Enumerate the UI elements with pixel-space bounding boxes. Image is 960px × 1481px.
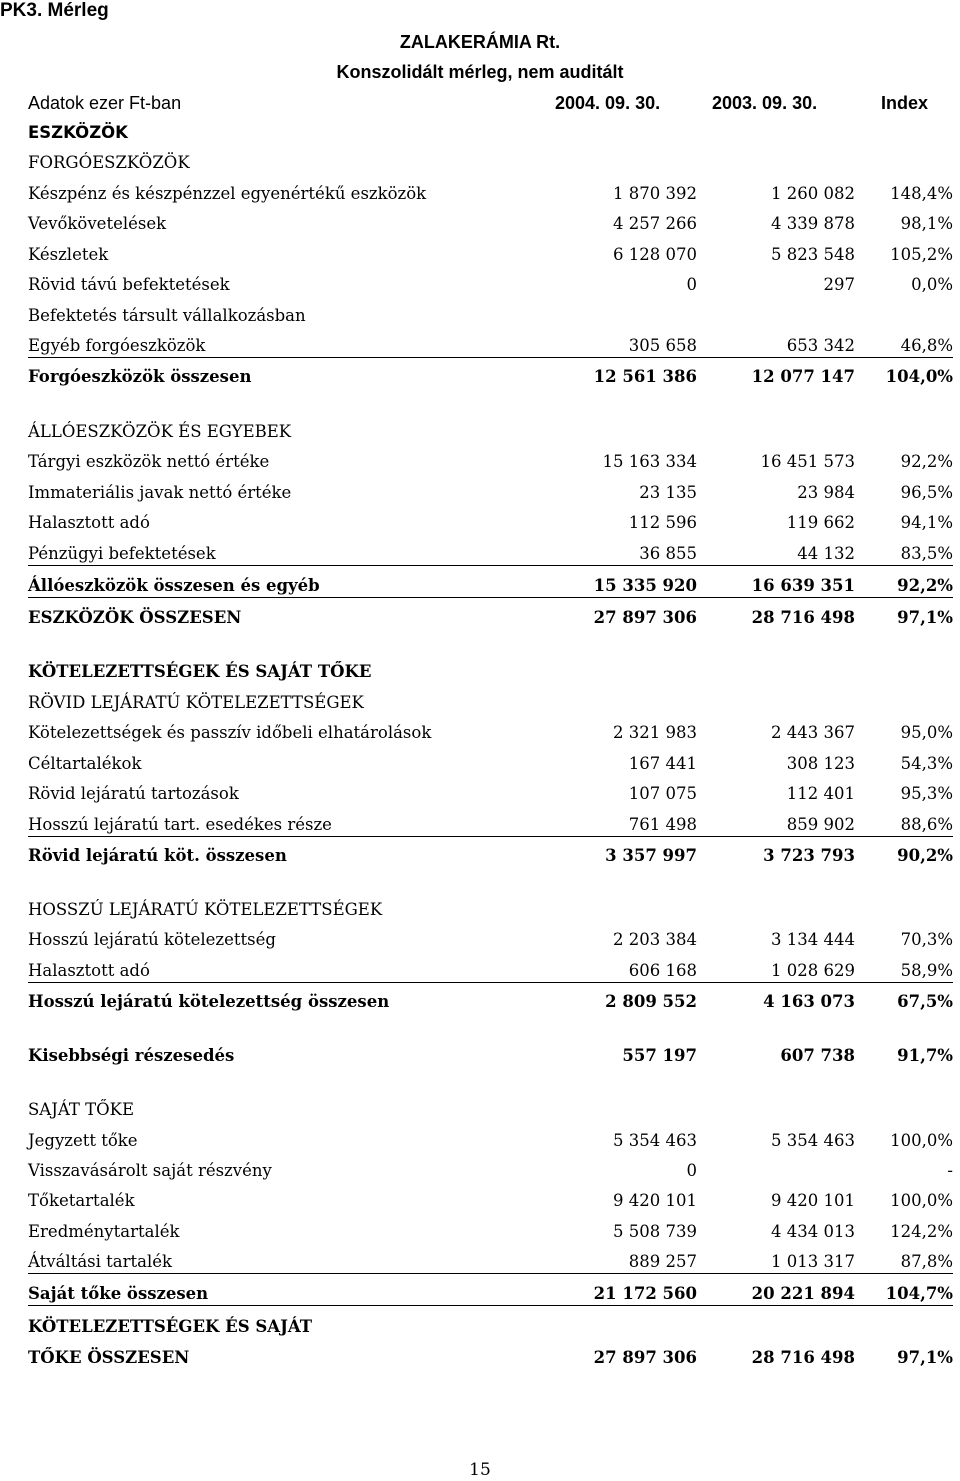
row-label: Immateriális javak nettó értéke [28,483,292,502]
row-label: Rövid lejáratú tartozások [28,784,239,803]
row-label: Saját tőke összesen [28,1284,209,1303]
row-label: KÖTELEZETTSÉGEK ÉS SAJÁT TŐKE [28,662,372,681]
company-name: ZALAKERÁMIA Rt. [399,32,561,52]
value-2004: 15 163 334 [602,452,697,471]
value-2004: 557 197 [622,1046,697,1065]
table-row [28,511,953,535]
row-label: Céltartalékok [28,754,142,773]
table-row [28,660,953,684]
value-index: 104,0% [885,367,953,386]
row-label: Kötelezettségek és passzív időbeli elhatárolások [28,723,432,742]
table-row [28,1282,953,1306]
value-2004: 5 354 463 [613,1131,697,1150]
row-label: ESZKÖZÖK ÖSSZESEN [28,608,242,627]
table-row [28,481,953,505]
table-row [28,990,953,1014]
value-2003: 4 339 878 [771,214,855,233]
value-2003: 1 028 629 [771,961,855,980]
value-2004: 12 561 386 [593,367,697,386]
table-row [28,1250,953,1274]
row-label: Vevőkövetelések [28,214,167,233]
table-row [28,752,953,776]
row-label: Rövid lejáratú köt. összesen [28,846,287,865]
value-index: 148,4% [890,184,953,203]
value-index: 67,5% [897,992,953,1011]
value-2003: 1 013 317 [771,1252,855,1271]
table-row [28,542,953,566]
value-2003: 1 260 082 [771,184,855,203]
value-2003: 297 [823,275,855,294]
value-2004: 27 897 306 [593,608,697,627]
table-row [28,928,953,952]
row-label: KÖTELEZETTSÉGEK ÉS SAJÁT [28,1317,313,1336]
table-row [28,151,953,175]
value-index: 100,0% [890,1191,953,1210]
value-2004: 107 075 [628,784,697,803]
value-2003: 119 662 [786,513,855,532]
row-label: Készletek [28,245,109,264]
value-2003: 20 221 894 [751,1284,855,1303]
value-2003: 16 451 573 [760,452,855,471]
column-header-2004: 2004. 09. 30. [555,93,661,113]
value-2003: 653 342 [786,336,855,355]
row-label: HOSSZÚ LEJÁRATÚ KÖTELEZETTSÉGEK [28,900,383,919]
row-label: ÁLLÓESZKÖZÖK ÉS EGYEBEK [28,422,292,441]
table-row [28,1129,953,1153]
row-label: Pénzügyi befektetések [28,544,216,563]
table-row [28,782,953,806]
row-label: Tárgyi eszközök nettó értéke [28,452,270,471]
value-2004: 23 135 [639,483,697,502]
table-row [28,243,953,267]
value-2004: 0 [686,275,697,294]
row-label: Befektetés társult vállalkozásban [28,306,306,325]
row-label: Egyéb forgóeszközök [28,336,206,355]
value-2003: 607 738 [780,1046,855,1065]
value-2004: 0 [686,1161,697,1180]
table-row [28,606,953,630]
value-index: 0,0% [911,275,953,294]
row-label: Visszavásárolt saját részvény [28,1161,272,1180]
table-row [28,959,953,983]
value-index: 105,2% [890,245,953,264]
value-index: 100,0% [890,1131,953,1150]
column-header-index: Index [881,93,929,113]
table-row [28,365,953,389]
value-index: 91,7% [897,1046,953,1065]
row-label: Halasztott adó [28,961,150,980]
table-row [28,1098,953,1122]
value-2004: 6 128 070 [613,245,697,264]
value-index: 97,1% [897,608,953,627]
value-2003: 5 823 548 [771,245,855,264]
value-2004: 1 870 392 [613,184,697,203]
unit-label: Adatok ezer Ft-ban [28,93,182,113]
value-2004: 2 321 983 [613,723,697,742]
value-index: 54,3% [900,754,953,773]
report-subtitle: Konszolidált mérleg, nem auditált [336,62,624,82]
column-header-2003: 2003. 09. 30. [712,93,818,113]
value-2004: 761 498 [628,815,697,834]
value-2004: 21 172 560 [593,1284,697,1303]
table-row [28,420,953,444]
value-index: 94,1% [900,513,953,532]
table-row [28,304,953,328]
page-number: 15 [469,1460,491,1480]
value-2004: 305 658 [628,336,697,355]
row-label: Átváltási tartalék [28,1252,173,1271]
value-2003: 28 716 498 [751,608,855,627]
table-row [28,721,953,745]
table-row [28,1159,953,1183]
value-index: 98,1% [900,214,953,233]
value-2004: 2 203 384 [613,930,697,949]
row-label: Állóeszközök összesen és egyéb [28,576,320,595]
value-2004: 15 335 920 [593,576,697,595]
value-2004: 36 855 [639,544,697,563]
table-row [28,182,953,206]
table-row [28,691,953,715]
table-row [28,898,953,922]
value-2004: 3 357 997 [605,846,697,865]
row-label: Készpénz és készpénzzel egyenértékű eszközök [28,184,427,203]
table-row [28,1315,953,1339]
value-index: 92,2% [897,576,953,595]
value-2003: 23 984 [797,483,855,502]
value-2004: 4 257 266 [613,214,697,233]
row-label: Hosszú lejáratú kötelezettség összesen [28,992,390,1011]
row-label: Kisebbségi részesedés [28,1046,235,1065]
value-index: 95,0% [900,723,953,742]
table-row [28,1189,953,1213]
row-label: FORGÓESZKÖZÖK [28,153,190,172]
value-2003: 2 443 367 [771,723,855,742]
row-label: Jegyzett tőke [28,1131,138,1150]
value-2003: 3 134 444 [771,930,855,949]
table-row [28,121,953,145]
value-2003: 9 420 101 [771,1191,855,1210]
value-2003: 4 163 073 [763,992,855,1011]
value-2003: 3 723 793 [763,846,855,865]
row-label: Forgóeszközök összesen [28,367,252,386]
value-2003: 5 354 463 [771,1131,855,1150]
row-label: SAJÁT TŐKE [28,1100,135,1119]
value-index: 96,5% [900,483,953,502]
row-label: TŐKE ÖSSZESEN [28,1348,190,1367]
value-index: - [947,1161,953,1180]
value-2004: 606 168 [628,961,697,980]
row-label: Hosszú lejáratú kötelezettség [28,930,276,949]
table-row [28,813,953,837]
row-label: RÖVID LEJÁRATÚ KÖTELEZETTSÉGEK [28,693,364,712]
value-index: 70,3% [900,930,953,949]
value-2004: 27 897 306 [593,1348,697,1367]
value-index: 83,5% [900,544,953,563]
value-2004: 9 420 101 [613,1191,697,1210]
value-2003: 28 716 498 [751,1348,855,1367]
page-heading: PK3. Mérleg [0,0,109,21]
value-index: 87,8% [900,1252,953,1271]
value-2004: 889 257 [628,1252,697,1271]
value-2004: 112 596 [628,513,697,532]
value-index: 124,2% [890,1222,953,1241]
table-row [28,212,953,236]
value-index: 88,6% [900,815,953,834]
table-row [28,1346,953,1370]
value-2003: 16 639 351 [751,576,855,595]
row-label: Halasztott adó [28,513,150,532]
value-index: 95,3% [900,784,953,803]
value-2003: 12 077 147 [751,367,855,386]
table-row [28,273,953,297]
table-row [28,450,953,474]
row-label: Eredménytartalék [28,1222,180,1241]
value-2004: 167 441 [628,754,697,773]
value-2004: 2 809 552 [605,992,697,1011]
value-2003: 44 132 [797,544,855,563]
row-label: ESZKÖZÖK [28,123,128,142]
value-2004: 5 508 739 [613,1222,697,1241]
table-row [28,1220,953,1244]
value-index: 97,1% [897,1348,953,1367]
value-index: 46,8% [900,336,953,355]
value-index: 90,2% [897,846,953,865]
value-2003: 4 434 013 [771,1222,855,1241]
table-row [28,334,953,358]
value-2003: 112 401 [786,784,855,803]
value-index: 92,2% [900,452,953,471]
row-label: Hosszú lejáratú tart. esedékes része [28,815,332,834]
row-label: Tőketartalék [28,1191,135,1210]
table-row [28,844,953,868]
value-index: 58,9% [900,961,953,980]
value-2003: 308 123 [786,754,855,773]
table-row [28,1044,953,1068]
table-row [28,574,953,598]
value-index: 104,7% [885,1284,953,1303]
row-label: Rövid távú befektetések [28,275,230,294]
value-2003: 859 902 [786,815,855,834]
